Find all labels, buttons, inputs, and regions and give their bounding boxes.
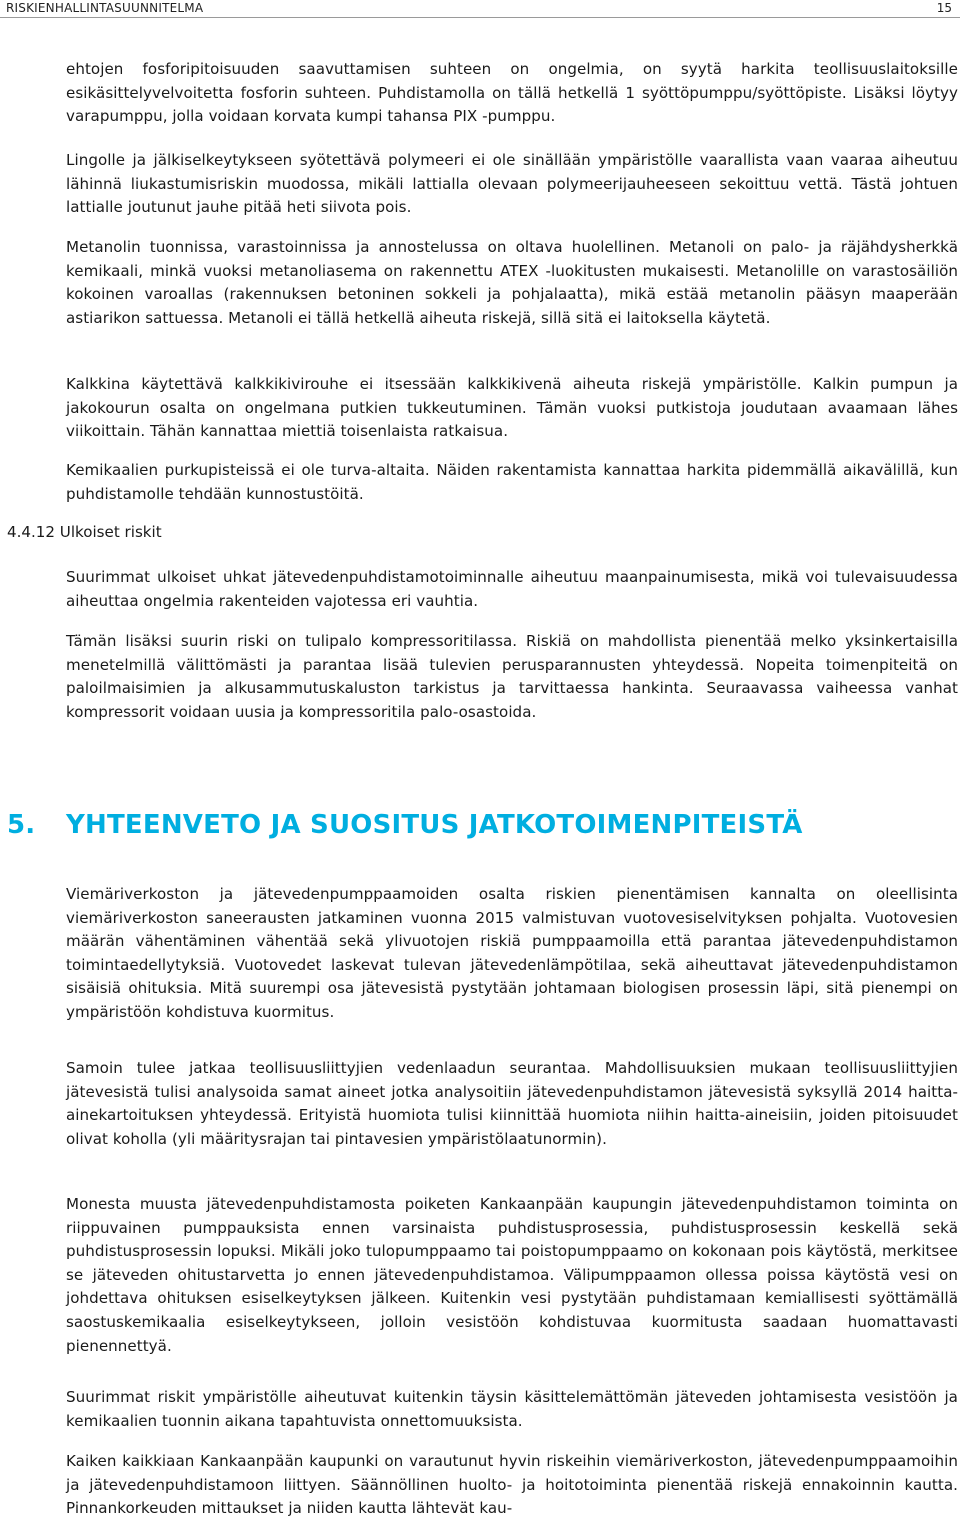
paragraph: Monesta muusta jätevedenpuhdistamosta poiketen Kankaanpään kaupungin jätevedenpuhdistamon toiminta on riippuvainen pumppauksista ennen varsinaista puhdistusprosessia, puhdistusprosessin keskellä sekä puhdistusprosessin lopuksi. Mikäli joko tulopumppaamo tai poistopumppaamo on kokonaan pois käytöstä, merkitsee se jäteveden ohitustarvetta jo ennen jätevedenpuhdistamoa. Välipumppaamon ollessa poissa käytöstä vesi on johdettava ohituksen esiselkeytyksen jälkeen. Kuitenkin vesi pystytään puhdistamaan kemiallisesti syöttämällä saostuskemikaalia esiselkeytykseen, jolloin vesistöön kohdistuvaa kuormitusta saadaan huomattavasti pienennettyä.: [66, 1195, 958, 1355]
document-title: RISKIENHALLINTASUUNNITELMA: [6, 1, 204, 15]
paragraph: Kalkkina käytettävä kalkkikivirouhe ei itsessään kalkkikivenä aiheuta riskejä ympäristölle. Kalkin pumpun ja jakokourun osalta on ongelmana putkien tukkeutuminen. Tämän vuoksi putkistoja joudutaan avaamaan lähes viikoittain. Tähän kannattaa miettiä toisenlaista ratkaisua.: [66, 375, 958, 441]
paragraph: Suurimmat ulkoiset uhkat jätevedenpuhdistamotoiminnalle aiheutuu maanpainumisesta, mikä voi tulevaisuudessa aiheuttaa ongelmia rakenteiden vajotessa eri vauhtia.: [66, 568, 958, 610]
page-header: [0, 0, 960, 18]
page-number: 15: [936, 1, 952, 15]
paragraph: Kemikaalien purkupisteissä ei ole turva-altaita. Näiden rakentamista kannattaa harkita pidemmällä aikavälillä, kun puhdistamolle tehdään kunnostustöitä.: [66, 461, 958, 503]
paragraph: Lingolle ja jälkiselkeytykseen syötettävä polymeeri ei ole sinällään ympäristölle vaarallista vaan vaaraa aiheutuu lähinnä liukastumisriskin muodossa, mikäli lattialla olevaan polymeerijauheeseen sekoittuu vettä. Tästä johtuen lattialle joutunut jauhe pitää heti siivota pois.: [66, 151, 958, 217]
paragraph: Viemäriverkoston ja jätevedenpumppaamoiden osalta riskien pienentämisen kannalta on oleellisinta viemäriverkoston saneerausten jatkaminen vuonna 2015 valmistuvan vuotovesiselvityksen pohjalta. Vuotovesien määrän vähentäminen vähentää sekä ylivuotojen riskiä pumppaamoilla että parantaa jätevedenpuhdistamon toimintaedellytyksiä. Vuotovedet laskevat tulevan jätevedenlämpötilaa, sekä aiheuttavat jätevedenpuhdistamon sisäisiä ohituksia. Mitä suurempi osa jätevesistä pystytään johtamaan biologisen prosessin läpi, sitä pienempi on ympäristöön kohdistuva kuormitus.: [66, 885, 958, 1021]
paragraph: Kaiken kaikkiaan Kankaanpään kaupunki on varautunut hyvin riskeihin viemäriverkoston, jätevedenpumppaamoihin ja jätevedenpuhdistamoon liittyen. Säännöllinen huolto- ja hoitotoiminta pienentää riskejä ennakoinnin kautta. Pinnankorkeuden mittaukset ja niiden kautta lähtevät kau-: [66, 1452, 958, 1518]
chapter-number: 5.: [7, 810, 36, 840]
paragraph: Tämän lisäksi suurin riski on tulipalo kompressoritilassa. Riskiä on mahdollista pienentää melko yksinkertaisilla menetelmillä välittömästi ja parantaa lisää tulevien perusparannusten yhteydessä. Nopeita toimenpiteitä on paloilmaisimien ja alkusammutuskaluston tarkistus ja tarvittaessa hankinta. Seuraavassa vaiheessa vanhat kompressorit voidaan uusia ja kompressoritila palo-osastoida.: [66, 632, 958, 721]
section-heading: 4.4.12 Ulkoiset riskit: [7, 523, 162, 541]
chapter-title: YHTEENVETO JA SUOSITUS JATKOTOIMENPITEISTÄ: [66, 810, 803, 840]
paragraph: Samoin tulee jatkaa teollisuusliittyjien vedenlaadun seurantaa. Mahdollisuuksien mukaan teollisuusliittyjien jätevesistä tulisi analysoida samat aineet jotka analysoitiin jätevedenpuhdistamon jätevesistä syksyllä 2014 haitta-ainekartoituksen yhteydessä. Erityistä huomiota tulisi kiinnittää huomiota niihin haitta-aineisiin, joiden pitoisuudet olivat koholla (yli määritysrajan tai pintavesien ympäristölaatunormin).: [66, 1059, 958, 1148]
paragraph: ehtojen fosforipitoisuuden saavuttamisen suhteen on ongelmia, on syytä harkita teollisuuslaitoksille esikäsittelyvelvoitetta fosforin suhteen. Puhdistamolla on tällä hetkellä 1 syöttöpumppu/syöttöpiste. Lisäksi löytyy varapumppu, jolla voidaan korvata kumpi tahansa PIX -pumppu.: [66, 60, 958, 126]
chapter-heading: [7, 805, 957, 845]
paragraph: Suurimmat riskit ympäristölle aiheutuvat kuitenkin täysin käsittelemättömän jäteveden johtamisesta vesistöön ja kemikaalien tuonnin aikana tapahtuvista onnettomuuksista.: [66, 1388, 958, 1430]
paragraph: Metanolin tuonnissa, varastoinnissa ja annostelussa on oltava huolellinen. Metanoli on palo- ja räjähdysherkkä kemikaali, minkä vuoksi metanoliasema on rakennettu ATEX -luokitusten mukaisesti. Metanolille on varastosäiliön kokoinen varoallas (rakennuksen betoninen sokkeli ja pohjalaatta), mikä estää metanolin pääsyn maaperään astiarikon sattuessa. Metanoli ei tällä hetkellä aiheuta riskejä, sillä sitä ei laitoksella käytetä.: [66, 238, 958, 327]
